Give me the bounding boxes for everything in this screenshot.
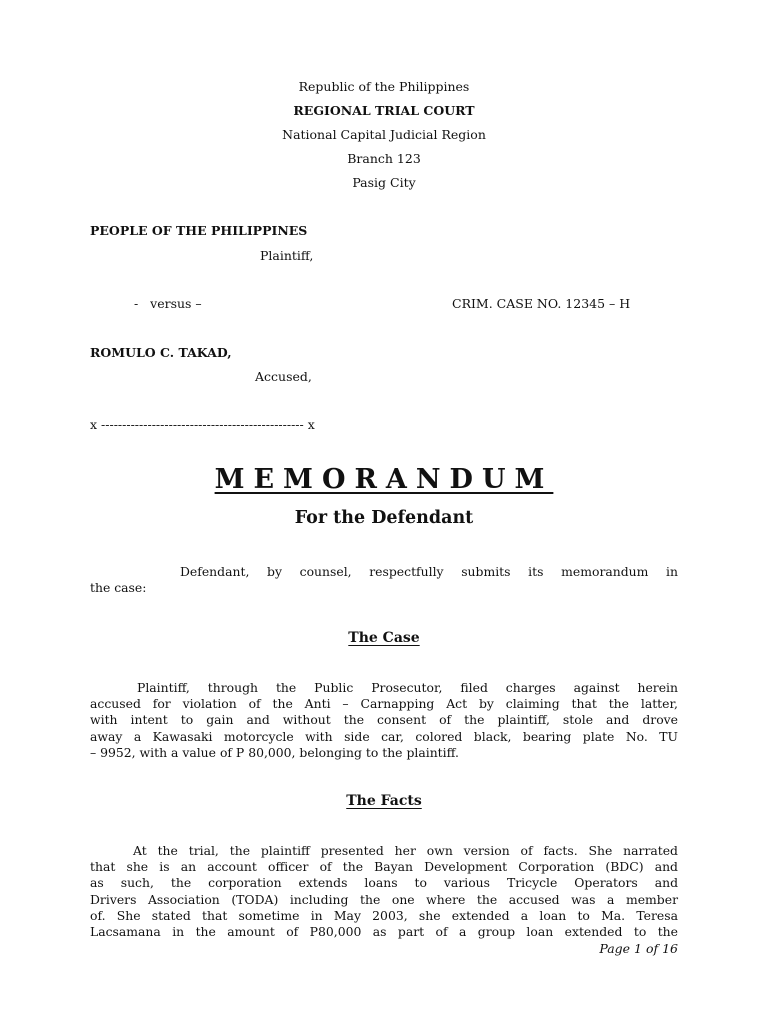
case-line: accused for violation of the Anti – Carnapping Act by claiming that the latter, — [90, 696, 678, 712]
facts-line: as such, the corporation extends loans to various Tricycle Operators and — [90, 875, 678, 891]
case-line: away a Kawasaki motorcycle with side car, colored black, bearing plate No. TU — [90, 728, 678, 744]
accused-name: ROMULO C. TAKAD, — [90, 345, 232, 360]
facts-line: of. She stated that sometime in May 2003, she extended a loan to Ma. Teresa — [90, 907, 678, 923]
page-number: Page 1 of 16 — [599, 941, 678, 956]
case-line: – 9952, with a value of P 80,000, belonging to the plaintiff. — [90, 744, 459, 760]
facts-line: At the trial, the plaintiff presented her own version of facts. She narrated — [133, 843, 678, 858]
facts-paragraph — [90, 843, 678, 940]
case-line: with intent to gain and without the consent of the plaintiff, stole and drove — [90, 712, 678, 728]
versus-label: - versus – — [134, 296, 202, 311]
caption-divider: x ------------------------------------------------ x — [90, 417, 315, 432]
city-line: Pasig City — [352, 175, 416, 190]
plaintiff-role: Plaintiff, — [260, 248, 314, 263]
document-title: MEMORANDUM — [214, 464, 554, 495]
case-line: Plaintiff, through the Public Prosecutor, filed charges against herein — [137, 680, 678, 695]
intro-line: Defendant, by counsel, respectfully submits its memorandum in — [180, 564, 678, 579]
intro-line: the case: — [90, 580, 147, 596]
facts-heading: The Facts — [346, 793, 422, 809]
facts-line: that she is an account officer of the Bayan Development Corporation (BDC) and — [90, 859, 678, 875]
judicial-region: National Capital Judicial Region — [282, 127, 486, 142]
facts-line: Drivers Association (TODA) including the one where the accused was a member — [90, 891, 678, 907]
case-number: CRIM. CASE NO. 12345 – H — [452, 296, 631, 311]
court-name: REGIONAL TRIAL COURT — [293, 103, 475, 118]
facts-line: Lacsamana in the amount of P80,000 as part of a group loan extended to the — [90, 923, 678, 939]
case-heading: The Case — [348, 630, 420, 646]
republic-line: Republic of the Philippines — [298, 79, 470, 94]
document-subtitle: For the Defendant — [294, 508, 474, 528]
case-paragraph — [90, 680, 678, 761]
plaintiff-name: PEOPLE OF THE PHILIPPINES — [90, 223, 308, 238]
accused-role: Accused, — [255, 369, 312, 384]
branch-line: Branch 123 — [347, 151, 421, 166]
intro-paragraph — [90, 564, 678, 596]
